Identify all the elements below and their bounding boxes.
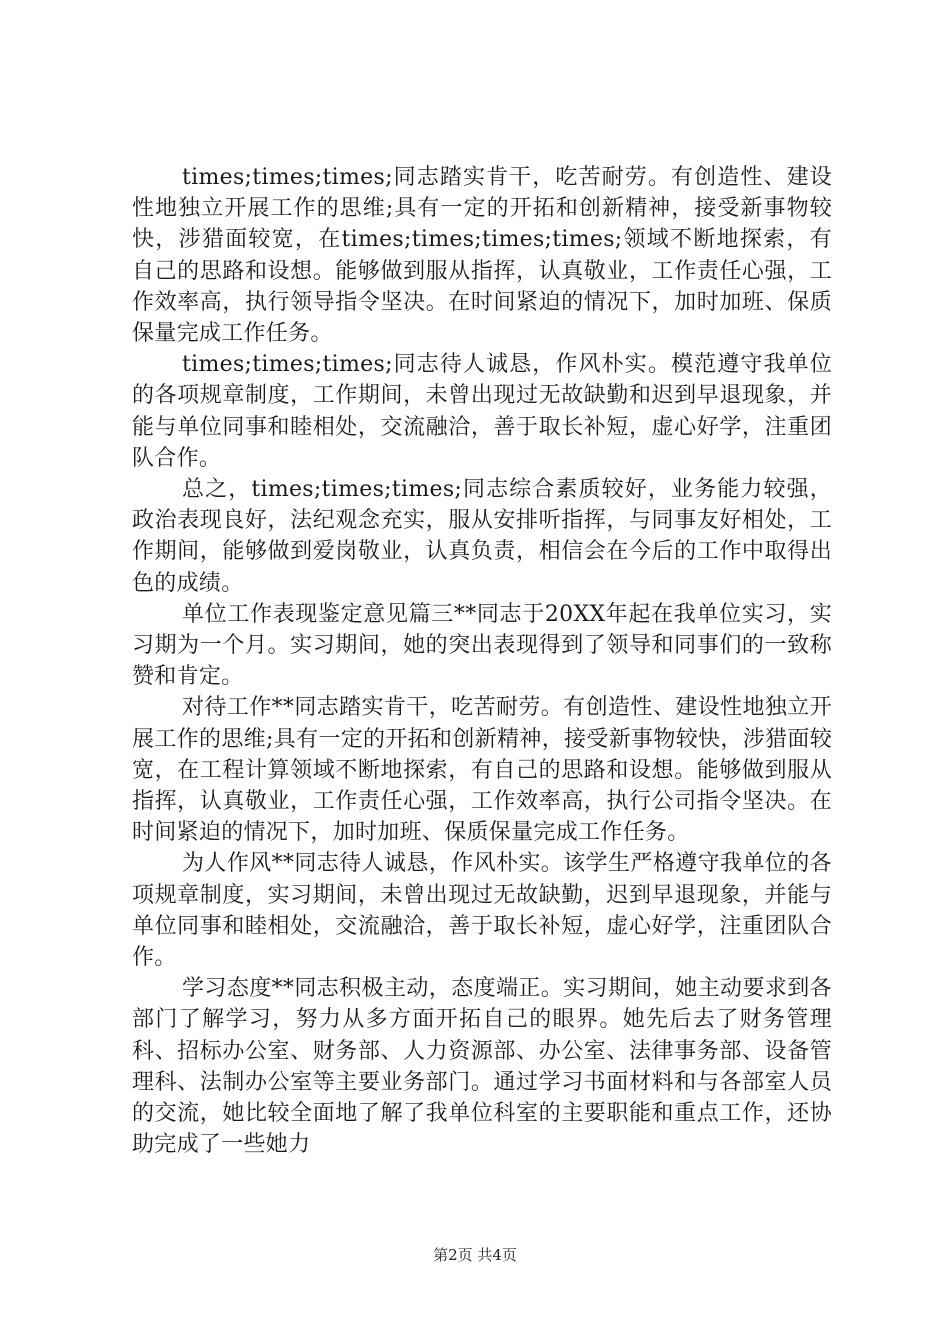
paragraph-5: 对待工作**同志踏实肯干，吃苦耐劳。有创造性、建设性地独立开展工作的思维;具有一定的开拓和创新精神，接受新事物较快，涉猎面较宽，在工程计算领域不断地探索，有自己的思路和设想。能够做到服从指挥，认真敬业，工作责任心强，工作效率高，执行公司指令坚决。在时间紧迫的情况下，加时加班、保质保量完成工作任务。 (132, 695, 832, 846)
paragraph-1: times;times;times;同志踏实肯干，吃苦耐劳。有创造性、建设性地独立开展工作的思维;具有一定的开拓和创新精神，接受新事物较快，涉猎面较宽，在times;times;times;times;领域不断地探索，有自己的思路和设想。能够做到服从指挥，认真敬业，工作责任心强，工作效率高，执行领导指令坚决。在时间紧迫的情况下，加时加班、保质保量完成工作任务。 (132, 165, 832, 347)
document-body (132, 162, 832, 1161)
paragraph-2: times;times;times;同志待人诚恳，作风朴实。模范遵守我单位的各项规章制度，工作期间，未曾出现过无故缺勤和迟到早退现象，并能与单位同事和睦相处，交流融洽，善于取长补短，虚心好学，注重团队合作。 (132, 352, 832, 471)
paragraph-7: 学习态度**同志积极主动，态度端正。实习期间，她主动要求到各部门了解学习，努力从多方面开拓自己的眼界。她先后去了财务管理科、招标办公室、财务部、人力资源部、办公室、法律事务部、设备管理科、法制办公室等主要业务部门。通过学习书面材料和与各部室人员的交流，她比较全面地了解了我单位科室的主要职能和重点工作，还协助完成了一些她力 (132, 976, 832, 1158)
paragraph-4: 单位工作表现鉴定意见篇三**同志于20XX年起在我单位实习，实习期为一个月。实习期间，她的突出表现得到了领导和同事们的一致称赞和肯定。 (132, 601, 832, 690)
paragraph-6: 为人作风**同志待人诚恳，作风朴实。该学生严格遵守我单位的各项规章制度，实习期间，未曾出现过无故缺勤，迟到早退现象，并能与单位同事和睦相处，交流融洽，善于取长补短，虚心好学，注重团队合作。 (132, 851, 832, 971)
page-number-footer: 第2页 共4页 (433, 1246, 517, 1264)
paragraph-3: 总之，times;times;times;同志综合素质较好，业务能力较强，政治表现良好，法纪观念充实，服从安排听指挥，与同事友好相处，工作期间，能够做到爱岗敬业，认真负责，相信会在今后的工作中取得出色的成绩。 (132, 477, 832, 596)
